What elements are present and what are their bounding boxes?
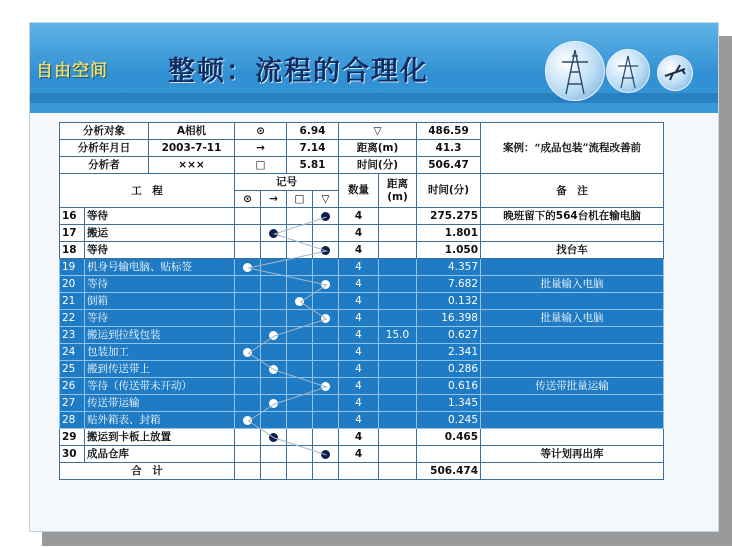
step-time: 0.245 — [417, 412, 481, 429]
symbol-cell — [235, 327, 261, 344]
symbol-cell — [313, 259, 339, 276]
step-time: 1.801 — [417, 225, 481, 242]
step-time: 4.357 — [417, 259, 481, 276]
symbol-dot — [269, 229, 278, 238]
step-number: 24 — [60, 344, 85, 361]
symbol-cell — [235, 344, 261, 361]
step-remark — [481, 429, 664, 446]
step-distance — [379, 412, 417, 429]
total-row — [60, 463, 664, 480]
step-number: 26 — [60, 378, 85, 395]
step-remark — [481, 344, 664, 361]
step-quantity: 4 — [339, 276, 379, 293]
total-time: 506.474 — [417, 463, 481, 480]
symbol-cell — [287, 276, 313, 293]
symbol-cell — [313, 429, 339, 446]
symbol-dot — [321, 382, 330, 391]
symbol-cell — [261, 344, 287, 361]
table-row — [60, 395, 664, 412]
transport-symbol: → — [261, 191, 287, 208]
tower-photo-1 — [545, 41, 605, 101]
step-quantity: 4 — [339, 327, 379, 344]
symbol-cell — [261, 293, 287, 310]
step-remark: 等计划再出库 — [481, 446, 664, 463]
step-number: 27 — [60, 395, 85, 412]
symbol-cell — [235, 378, 261, 395]
step-name: 搬运到拉线包装 — [85, 327, 235, 344]
table-row — [60, 361, 664, 378]
step-name: 包装加工 — [85, 344, 235, 361]
step-number: 29 — [60, 429, 85, 446]
total-label: 合 计 — [60, 463, 235, 480]
step-remark — [481, 327, 664, 344]
symbol-cell — [313, 276, 339, 293]
step-number: 25 — [60, 361, 85, 378]
symbol-cell — [313, 242, 339, 259]
step-name: 等待（传送带未开动） — [85, 378, 235, 395]
step-quantity: 4 — [339, 225, 379, 242]
symbol-cell — [313, 293, 339, 310]
step-quantity: 4 — [339, 208, 379, 225]
step-distance — [379, 208, 417, 225]
symbol-cell — [261, 259, 287, 276]
step-quantity: 4 — [339, 361, 379, 378]
symbol-dot — [269, 433, 278, 442]
step-remark — [481, 259, 664, 276]
step-name: 搬运 — [85, 225, 235, 242]
symbol-dot — [269, 331, 278, 340]
step-number: 16 — [60, 208, 85, 225]
step-quantity: 4 — [339, 242, 379, 259]
column-header-row-1 — [60, 174, 664, 191]
step-quantity: 4 — [339, 344, 379, 361]
step-name: 等待 — [85, 276, 235, 293]
symbol-cell — [287, 344, 313, 361]
symbol-cell — [261, 395, 287, 412]
summary-value: 486.59 — [417, 123, 481, 140]
step-time: 0.132 — [417, 293, 481, 310]
summary-symbol: ▽ — [339, 123, 417, 140]
table-row — [60, 310, 664, 327]
step-distance — [379, 293, 417, 310]
table-row — [60, 378, 664, 395]
banner-stripe — [30, 93, 719, 103]
symbol-cell — [287, 327, 313, 344]
step-name: 倒箱 — [85, 293, 235, 310]
table-row — [60, 293, 664, 310]
symbol-cell — [235, 412, 261, 429]
step-remark — [481, 412, 664, 429]
step-time: 16.398 — [417, 310, 481, 327]
step-remark: 晚班留下的564台机在输电脑 — [481, 208, 664, 225]
wait-symbol: ▽ — [313, 191, 339, 208]
step-remark — [481, 293, 664, 310]
step-number: 18 — [60, 242, 85, 259]
step-distance — [379, 378, 417, 395]
step-distance — [379, 259, 417, 276]
step-time: 1.050 — [417, 242, 481, 259]
symbol-cell — [313, 310, 339, 327]
symbol-cell — [313, 327, 339, 344]
symbol-cell — [261, 378, 287, 395]
table-row — [60, 446, 664, 463]
symbol-cell — [313, 344, 339, 361]
step-number: 28 — [60, 412, 85, 429]
symbol-cell — [235, 225, 261, 242]
step-number: 22 — [60, 310, 85, 327]
logo: 自由空间 — [36, 61, 108, 81]
step-quantity: 4 — [339, 412, 379, 429]
symbol-cell — [235, 293, 261, 310]
symbol-cell — [313, 361, 339, 378]
symbol-cell — [261, 429, 287, 446]
symbol-cell — [287, 361, 313, 378]
symbol-dot — [321, 246, 330, 255]
summary-symbol: → — [235, 140, 287, 157]
step-number: 23 — [60, 327, 85, 344]
step-distance — [379, 344, 417, 361]
symbol-cell — [261, 327, 287, 344]
step-number: 21 — [60, 293, 85, 310]
symbol-cell — [287, 259, 313, 276]
symbol-dot — [243, 263, 252, 272]
step-distance — [379, 225, 417, 242]
summary-value: 506.47 — [417, 157, 481, 174]
step-name: 搬运到卡板上放置 — [85, 429, 235, 446]
symbol-cell — [235, 446, 261, 463]
table-row — [60, 327, 664, 344]
symbol-cell — [287, 225, 313, 242]
step-time — [417, 446, 481, 463]
table-row — [60, 412, 664, 429]
symbol-dot — [321, 450, 330, 459]
step-number: 20 — [60, 276, 85, 293]
inspection-symbol: □ — [287, 191, 313, 208]
step-remark — [481, 395, 664, 412]
step-name: 机身号输电脑、贴标签 — [85, 259, 235, 276]
symbol-cell — [313, 446, 339, 463]
step-distance — [379, 310, 417, 327]
step-time: 2.341 — [417, 344, 481, 361]
summary-value: 2003-7-11 — [161, 142, 222, 154]
symbol-cell — [287, 293, 313, 310]
symbol-cell — [287, 395, 313, 412]
symbol-cell — [313, 208, 339, 225]
symbol-cell — [313, 412, 339, 429]
symbol-dot — [243, 348, 252, 357]
symbol-cell — [235, 259, 261, 276]
step-distance: 15.0 — [379, 327, 417, 344]
symbol-header: 记号 — [235, 174, 339, 191]
step-time: 1.345 — [417, 395, 481, 412]
step-name: 贴外箱表、封箱 — [85, 412, 235, 429]
summary-label: 分析者 — [60, 157, 149, 173]
summary-value: ××× — [178, 159, 205, 171]
step-time: 7.682 — [417, 276, 481, 293]
table-row — [60, 242, 664, 259]
step-distance — [379, 276, 417, 293]
symbol-dot — [321, 314, 330, 323]
step-name: 成品仓库 — [85, 446, 235, 463]
table-row — [60, 344, 664, 361]
step-time: 0.627 — [417, 327, 481, 344]
step-time: 0.286 — [417, 361, 481, 378]
step-name: 搬到传送带上 — [85, 361, 235, 378]
step-distance — [379, 446, 417, 463]
symbol-cell — [313, 378, 339, 395]
summary-value: 5.81 — [287, 157, 339, 174]
symbol-cell — [287, 310, 313, 327]
symbol-dot — [321, 212, 330, 221]
symbol-cell — [313, 225, 339, 242]
symbol-cell — [235, 361, 261, 378]
symbol-cell — [287, 208, 313, 225]
symbol-cell — [235, 276, 261, 293]
symbol-cell — [261, 361, 287, 378]
step-name: 等待 — [85, 310, 235, 327]
transmission-tower-icon — [607, 50, 649, 92]
step-distance — [379, 429, 417, 446]
table-row — [60, 208, 664, 225]
step-quantity: 4 — [339, 395, 379, 412]
operation-symbol: ⊙ — [235, 191, 261, 208]
symbol-cell — [261, 412, 287, 429]
step-quantity: 4 — [339, 446, 379, 463]
step-quantity: 4 — [339, 310, 379, 327]
step-number: 19 — [60, 259, 85, 276]
step-remark: 批量输入电脑 — [481, 310, 664, 327]
symbol-cell — [287, 242, 313, 259]
symbol-cell — [261, 242, 287, 259]
summary-label: 时间(分) — [339, 157, 417, 174]
symbol-cell — [287, 446, 313, 463]
step-remark: 传送带批量运输 — [481, 378, 664, 395]
summary-value: 41.3 — [417, 140, 481, 157]
step-remark: 找台车 — [481, 242, 664, 259]
transmission-tower-icon — [546, 42, 604, 100]
process-header: 工 程 — [60, 174, 235, 208]
step-quantity: 4 — [339, 378, 379, 395]
step-distance — [379, 242, 417, 259]
symbol-dot — [269, 365, 278, 374]
table-row — [60, 429, 664, 446]
title-banner — [30, 23, 719, 113]
case-title: 案例：“成品包装”流程改善前 — [481, 123, 664, 174]
step-time: 0.616 — [417, 378, 481, 395]
step-name: 等待 — [85, 242, 235, 259]
symbol-dot — [295, 297, 304, 306]
page-title: 整顿：流程的合理化 — [168, 56, 429, 87]
tower-photo-2 — [606, 49, 650, 93]
step-name: 等待 — [85, 208, 235, 225]
symbol-cell — [261, 310, 287, 327]
step-time: 275.275 — [417, 208, 481, 225]
airplane-photo — [657, 55, 693, 91]
symbol-cell — [261, 276, 287, 293]
step-quantity: 4 — [339, 429, 379, 446]
step-number: 17 — [60, 225, 85, 242]
summary-row-1 — [60, 123, 664, 140]
step-distance — [379, 361, 417, 378]
step-number: 30 — [60, 446, 85, 463]
symbol-cell — [287, 429, 313, 446]
step-remark — [481, 361, 664, 378]
airplane-icon — [658, 56, 692, 90]
symbol-cell — [313, 395, 339, 412]
step-quantity: 4 — [339, 259, 379, 276]
summary-value: A相机 — [176, 125, 207, 137]
symbol-cell — [235, 242, 261, 259]
qty-header: 数量 — [339, 174, 379, 208]
process-analysis-table — [59, 122, 664, 480]
summary-symbol: □ — [235, 157, 287, 174]
symbol-dot — [321, 280, 330, 289]
step-remark — [481, 225, 664, 242]
summary-label: 分析年月日 — [60, 140, 149, 156]
table-row — [60, 276, 664, 293]
step-name: 传送带运输 — [85, 395, 235, 412]
symbol-dot — [243, 416, 252, 425]
symbol-dot — [269, 399, 278, 408]
step-quantity: 4 — [339, 293, 379, 310]
step-time: 0.465 — [417, 429, 481, 446]
symbol-cell — [287, 378, 313, 395]
symbol-cell — [235, 310, 261, 327]
distance-header: 距离(m) — [379, 174, 417, 208]
summary-label: 距离(m) — [339, 140, 417, 157]
remark-header: 备 注 — [481, 174, 664, 208]
symbol-cell — [235, 208, 261, 225]
summary-symbol: ⊙ — [235, 123, 287, 140]
symbol-cell — [261, 446, 287, 463]
table-row — [60, 225, 664, 242]
summary-value: 6.94 — [287, 123, 339, 140]
symbol-cell — [261, 208, 287, 225]
time-header: 时间(分) — [417, 174, 481, 208]
summary-label: 分析对象 — [60, 123, 149, 139]
symbol-cell — [235, 395, 261, 412]
symbol-cell — [235, 429, 261, 446]
step-remark: 批量输入电脑 — [481, 276, 664, 293]
summary-value: 7.14 — [287, 140, 339, 157]
slide — [29, 22, 719, 532]
step-distance — [379, 395, 417, 412]
table-row — [60, 259, 664, 276]
symbol-cell — [261, 225, 287, 242]
symbol-cell — [287, 412, 313, 429]
